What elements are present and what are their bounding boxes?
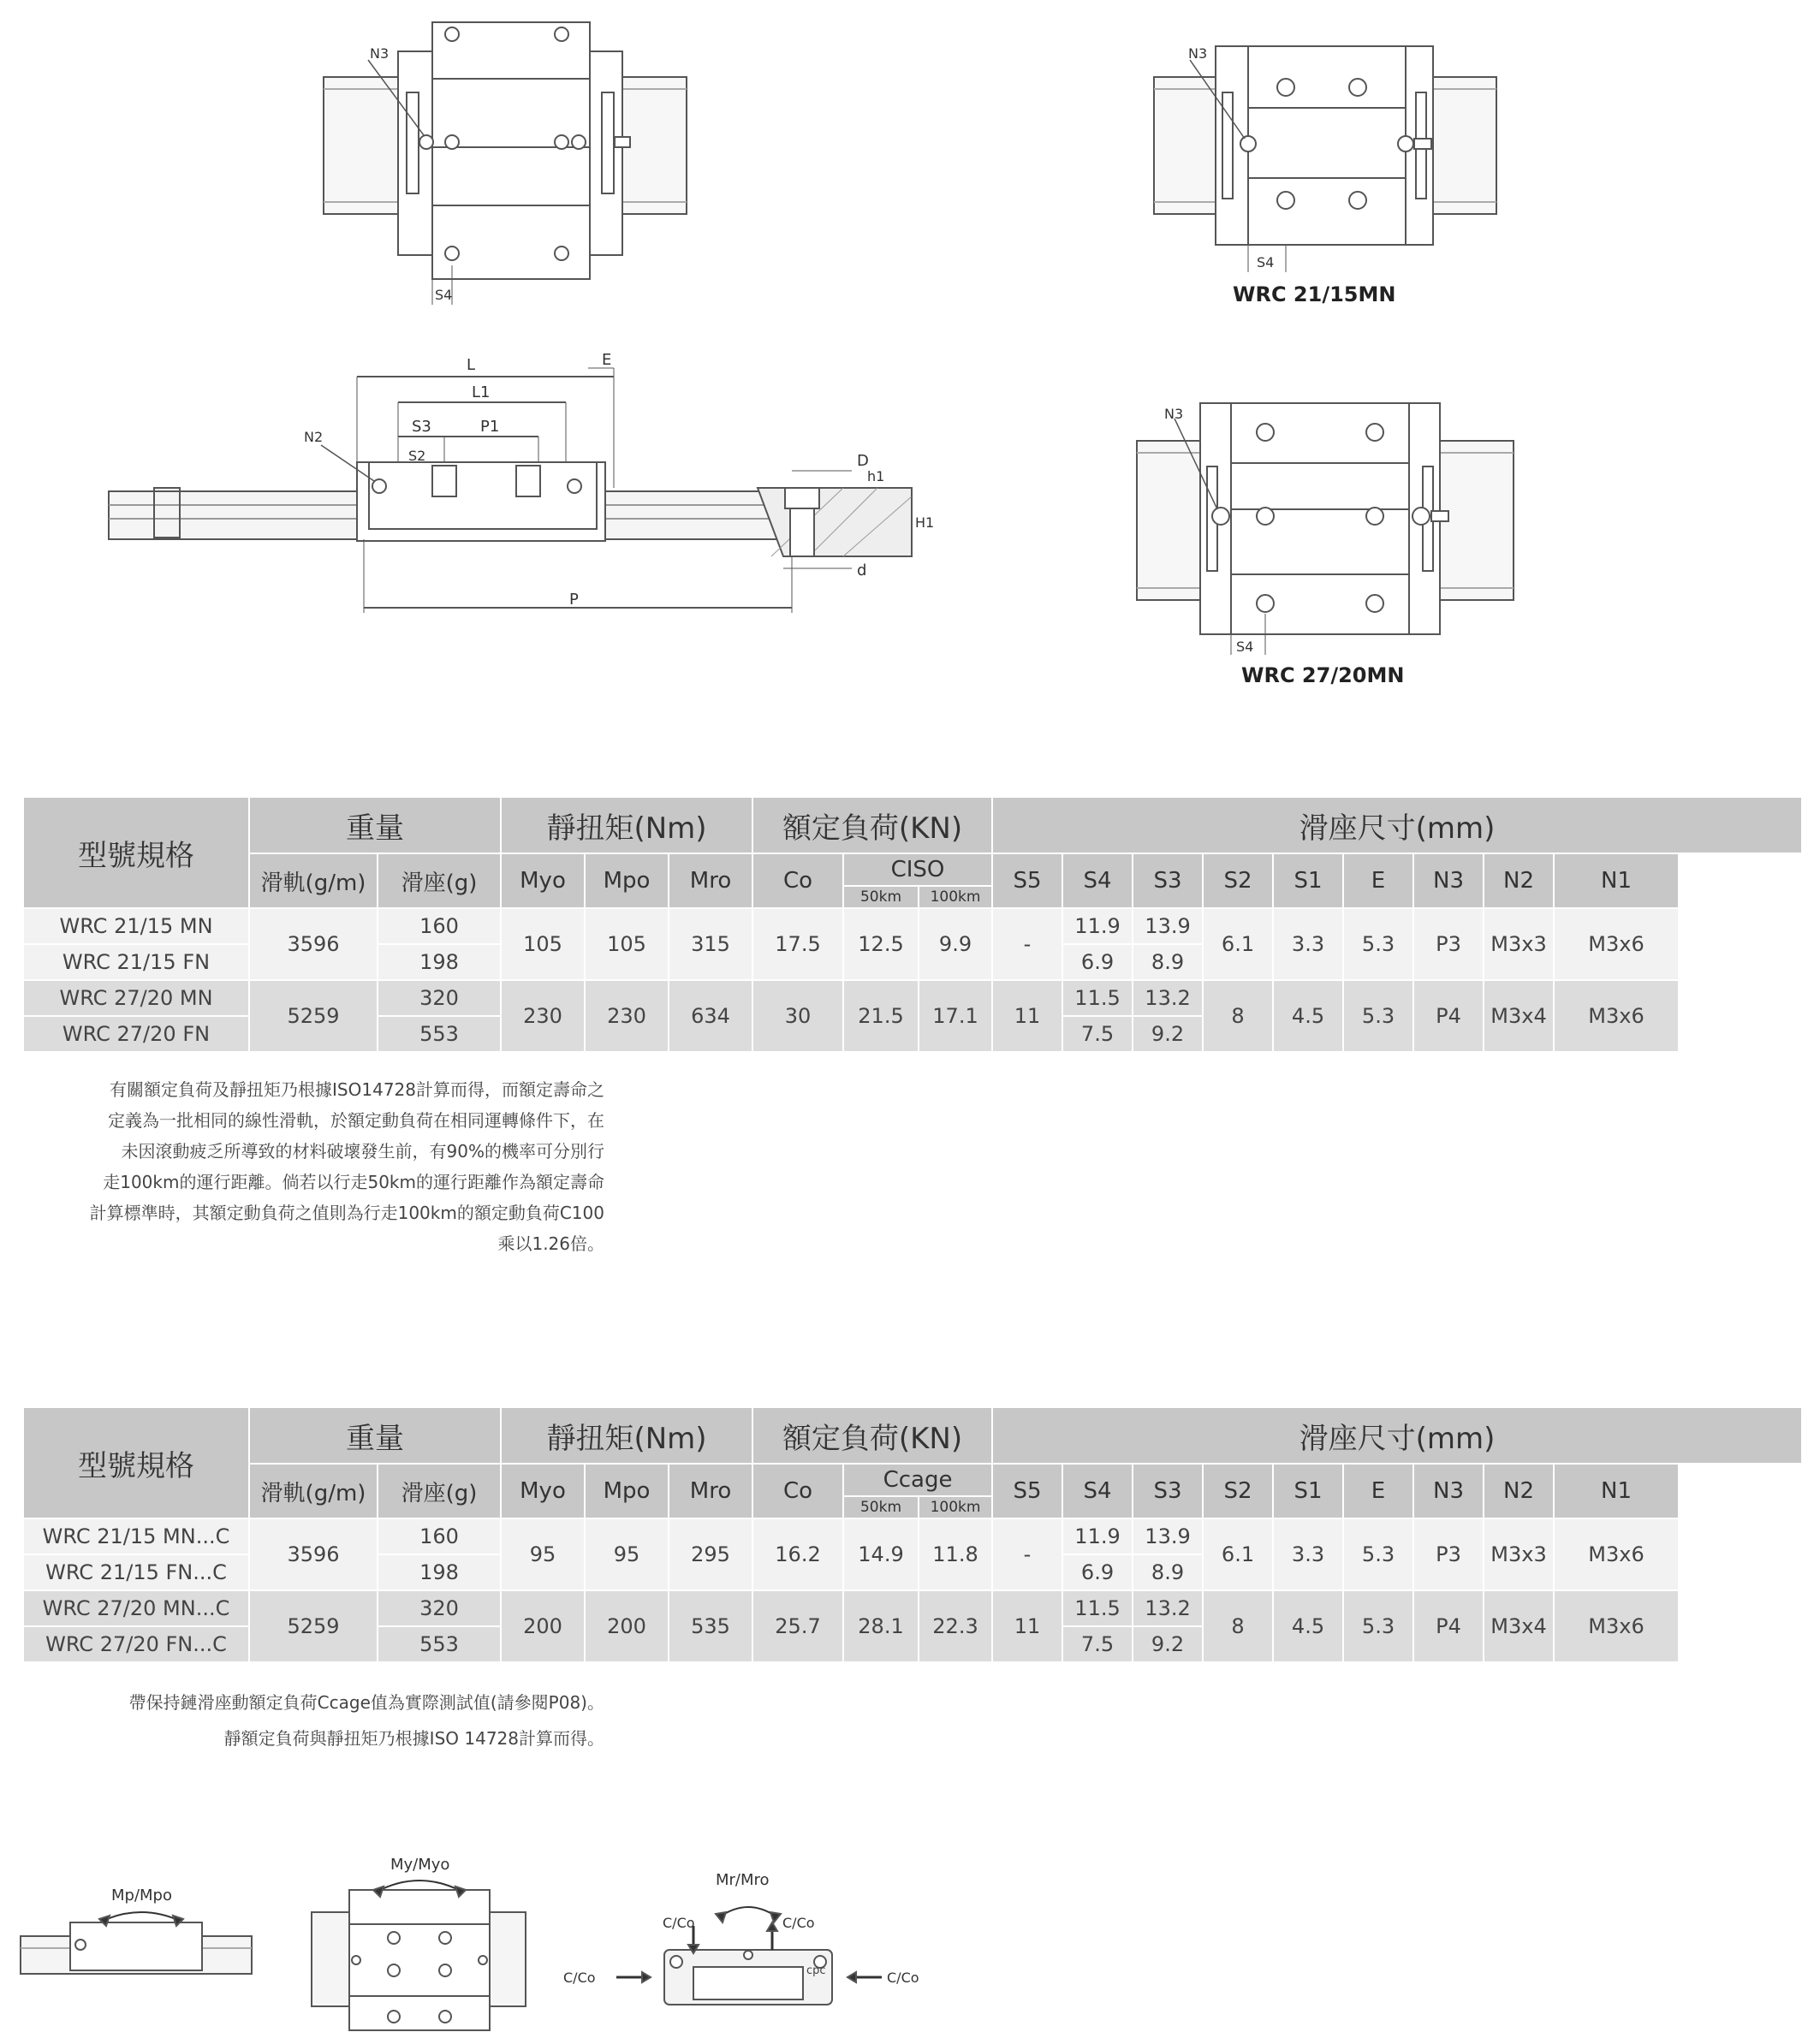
note-line: 帶保持鏈滑座動額定負荷Ccage值為實際測試值(請參閱P08)。	[128, 1692, 604, 1713]
th-s5: S5	[992, 1464, 1062, 1518]
th-s4: S4	[1062, 853, 1133, 908]
mro-cell: 634	[669, 980, 752, 1052]
table1-notes	[22, 1074, 604, 1259]
th-torque: 靜扭矩(Nm)	[501, 797, 752, 853]
s1-cell: 4.5	[1273, 980, 1343, 1052]
mp-label: Mp/Mpo	[111, 1887, 172, 1904]
table-row	[23, 1518, 1802, 1554]
mro-cell: 315	[669, 908, 752, 980]
s4-cell: 11.9	[1062, 908, 1133, 944]
s2-cell: 8	[1203, 980, 1273, 1052]
th-n3: N3	[1413, 853, 1484, 908]
s4-cell: 7.5	[1062, 1016, 1133, 1052]
th-load: 額定負荷(KN)	[752, 797, 992, 853]
dim-l1-label: L1	[472, 383, 491, 401]
th-c100: 100km	[919, 1496, 992, 1518]
note-line: 計算標準時，其額定動負荷之值則為行走100km的額定動負荷C100	[89, 1203, 604, 1223]
s3-cell: 8.9	[1133, 944, 1203, 980]
note-line: 靜額定負荷與靜扭矩乃根據ISO 14728計算而得。	[223, 1728, 604, 1749]
s5-cell: 11	[992, 1590, 1062, 1662]
th-torque: 靜扭矩(Nm)	[501, 1407, 752, 1464]
c100-cell: 11.8	[919, 1518, 992, 1590]
note-line: 定義為一批相同的線性滑軌，於額定動負荷在相同運轉條件下，在	[108, 1110, 604, 1131]
th-mro: Mro	[669, 853, 752, 908]
s5-cell: 11	[992, 980, 1062, 1052]
s3-cell: 9.2	[1133, 1626, 1203, 1662]
rail-weight-cell: 3596	[249, 1518, 378, 1590]
table2-notes	[22, 1685, 604, 1756]
th-myo: Myo	[501, 1464, 585, 1518]
th-weight: 重量	[249, 797, 501, 853]
s4-label-27-20: S4	[1236, 639, 1254, 655]
e-cell: 5.3	[1343, 1590, 1413, 1662]
c100-cell: 22.3	[919, 1590, 992, 1662]
drawing-title-21-15: WRC 21/15MN	[1233, 282, 1396, 306]
s3-cell: 13.2	[1133, 1590, 1203, 1626]
drawing-title-27-20: WRC 27/20MN	[1241, 663, 1405, 687]
mpo-cell: 105	[585, 908, 669, 980]
dim-bigd-label: D	[857, 452, 869, 470]
mro-cell: 535	[669, 1590, 752, 1662]
th-c100: 100km	[919, 886, 992, 908]
s2-cell: 6.1	[1203, 1518, 1273, 1590]
model-cell: WRC 27/20 MN	[23, 980, 249, 1016]
co-cell: 16.2	[752, 1518, 843, 1590]
th-model: 型號規格	[23, 1407, 249, 1518]
dim-s2-label: S2	[408, 448, 426, 464]
th-c50: 50km	[843, 1496, 919, 1518]
th-s5: S5	[992, 853, 1062, 908]
spec-table-cage	[22, 1406, 1803, 1663]
e-cell: 5.3	[1343, 908, 1413, 980]
th-s3: S3	[1133, 853, 1203, 908]
brand-logo: cpc	[806, 1964, 826, 1977]
dim-s3-label: S3	[412, 418, 431, 436]
n1-cell: M3x6	[1554, 980, 1679, 1052]
load-diagram-yaw	[308, 1849, 531, 2037]
model-cell: WRC 21/15 MN...C	[23, 1518, 249, 1554]
dim-p1-label: P1	[480, 418, 500, 436]
table-row	[23, 908, 1802, 944]
c-label-top-right: C/Co	[782, 1915, 815, 1931]
mr-label: Mr/Mro	[716, 1871, 770, 1889]
n3-cell: P4	[1413, 1590, 1484, 1662]
th-n2: N2	[1484, 853, 1554, 908]
e-cell: 5.3	[1343, 980, 1413, 1052]
th-s3: S3	[1133, 1464, 1203, 1518]
block-weight-cell: 160	[378, 1518, 501, 1554]
block-weight-cell: 198	[378, 1554, 501, 1590]
th-load: 額定負荷(KN)	[752, 1407, 992, 1464]
block-weight-cell: 320	[378, 1590, 501, 1626]
note-line: 乘以1.26倍。	[497, 1233, 604, 1254]
table-row	[23, 1590, 1802, 1626]
s4-cell: 6.9	[1062, 1554, 1133, 1590]
n2-label: N2	[304, 429, 324, 445]
dim-e-label: E	[602, 351, 612, 369]
c50-cell: 14.9	[843, 1518, 919, 1590]
th-e: E	[1343, 853, 1413, 908]
th-s1: S1	[1273, 853, 1343, 908]
s2-cell: 6.1	[1203, 908, 1273, 980]
n1-cell: M3x6	[1554, 1590, 1679, 1662]
top-view-drawing-left	[317, 17, 693, 308]
mro-cell: 295	[669, 1518, 752, 1590]
th-weight-block: 滑座(g)	[378, 853, 501, 908]
n2-cell: M3x4	[1484, 980, 1554, 1052]
th-dims: 滑座尺寸(mm)	[992, 797, 1802, 853]
load-diagram-pitch	[17, 1875, 257, 1994]
th-mro: Mro	[669, 1464, 752, 1518]
s1-cell: 3.3	[1273, 1518, 1343, 1590]
th-c50: 50km	[843, 886, 919, 908]
c-label-top-left: C/Co	[663, 1915, 695, 1931]
s4-cell: 7.5	[1062, 1626, 1133, 1662]
th-s2: S2	[1203, 1464, 1273, 1518]
top-view-drawing-27-20	[1130, 398, 1524, 689]
load-diagram-roll	[556, 1849, 933, 2020]
th-s1: S1	[1273, 1464, 1343, 1518]
n3-label-left: N3	[370, 45, 390, 62]
screw-icon	[75, 1940, 86, 1950]
th-n3: N3	[1413, 1464, 1484, 1518]
th-co: Co	[752, 1464, 843, 1518]
n1-cell: M3x6	[1554, 908, 1679, 980]
c-label-right: C/Co	[887, 1970, 919, 1986]
n2-cell: M3x3	[1484, 908, 1554, 980]
th-mpo: Mpo	[585, 853, 669, 908]
mpo-cell: 95	[585, 1518, 669, 1590]
dim-smalld-label: d	[857, 562, 867, 579]
th-mpo: Mpo	[585, 1464, 669, 1518]
th-weight-rail: 滑軌(g/m)	[249, 1464, 378, 1518]
block-weight-cell: 160	[378, 908, 501, 944]
th-co: Co	[752, 853, 843, 908]
block-weight-cell: 553	[378, 1626, 501, 1662]
s4-cell: 6.9	[1062, 944, 1133, 980]
mpo-cell: 230	[585, 980, 669, 1052]
n2-cell: M3x4	[1484, 1590, 1554, 1662]
block-weight-cell: 198	[378, 944, 501, 980]
note-line: 有關額定負荷及靜扭矩乃根據ISO14728計算而得，而額定壽命之	[110, 1079, 604, 1100]
co-cell: 17.5	[752, 908, 843, 980]
myo-cell: 230	[501, 980, 585, 1052]
s5-cell: -	[992, 908, 1062, 980]
th-ccage: Ccage	[843, 1464, 992, 1496]
myo-cell: 95	[501, 1518, 585, 1590]
s1-cell: 4.5	[1273, 1590, 1343, 1662]
th-weight: 重量	[249, 1407, 501, 1464]
co-cell: 25.7	[752, 1590, 843, 1662]
s4-label-left: S4	[435, 287, 453, 303]
th-e: E	[1343, 1464, 1413, 1518]
model-cell: WRC 27/20 MN...C	[23, 1590, 249, 1626]
dim-h-label: H1	[915, 514, 935, 531]
top-view-drawing-21-15	[1147, 34, 1515, 317]
c100-cell: 17.1	[919, 980, 992, 1052]
block-weight-cell: 553	[378, 1016, 501, 1052]
table-row	[23, 980, 1802, 1016]
my-label: My/Myo	[390, 1856, 450, 1874]
dim-l-label: L	[467, 356, 476, 374]
th-myo: Myo	[501, 853, 585, 908]
mpo-cell: 200	[585, 1590, 669, 1662]
n2-cell: M3x3	[1484, 1518, 1554, 1590]
spec-table-standard	[22, 796, 1803, 1053]
th-s2: S2	[1203, 853, 1273, 908]
th-dims: 滑座尺寸(mm)	[992, 1407, 1802, 1464]
co-cell: 30	[752, 980, 843, 1052]
th-weight-block: 滑座(g)	[378, 1464, 501, 1518]
myo-cell: 105	[501, 908, 585, 980]
th-weight-rail: 滑軌(g/m)	[249, 853, 378, 908]
th-n1: N1	[1554, 853, 1679, 908]
s3-cell: 13.2	[1133, 980, 1203, 1016]
model-cell: WRC 21/15 FN...C	[23, 1554, 249, 1590]
n3-cell: P3	[1413, 908, 1484, 980]
myo-cell: 200	[501, 1590, 585, 1662]
s2-cell: 8	[1203, 1590, 1273, 1662]
c50-cell: 12.5	[843, 908, 919, 980]
block-weight-cell: 320	[378, 980, 501, 1016]
rail-weight-cell: 5259	[249, 980, 378, 1052]
s3-cell: 13.9	[1133, 908, 1203, 944]
s5-cell: -	[992, 1518, 1062, 1590]
model-cell: WRC 27/20 FN...C	[23, 1626, 249, 1662]
n3-cell: P4	[1413, 980, 1484, 1052]
th-s4: S4	[1062, 1464, 1133, 1518]
c-label-left: C/Co	[563, 1970, 596, 1986]
th-n1: N1	[1554, 1464, 1679, 1518]
s4-cell: 11.9	[1062, 1518, 1133, 1554]
rail-weight-cell: 5259	[249, 1590, 378, 1662]
dim-h1-label: h1	[867, 468, 885, 484]
s4-cell: 11.5	[1062, 980, 1133, 1016]
n1-cell: M3x6	[1554, 1518, 1679, 1590]
n3-label-27-20: N3	[1164, 406, 1184, 422]
s3-cell: 8.9	[1133, 1554, 1203, 1590]
c50-cell: 21.5	[843, 980, 919, 1052]
th-ciso: CISO	[843, 853, 992, 886]
rail-weight-cell: 3596	[249, 908, 378, 980]
s4-label-21-15: S4	[1257, 254, 1275, 270]
s3-cell: 13.9	[1133, 1518, 1203, 1554]
model-cell: WRC 21/15 MN	[23, 908, 249, 944]
s4-cell: 11.5	[1062, 1590, 1133, 1626]
s1-cell: 3.3	[1273, 908, 1343, 980]
note-line: 走100km的運行距離。倘若以行走50km的運行距離作為額定壽命	[103, 1172, 604, 1192]
th-n2: N2	[1484, 1464, 1554, 1518]
c50-cell: 28.1	[843, 1590, 919, 1662]
n3-label-21-15: N3	[1188, 45, 1208, 62]
dim-p-label: P	[569, 591, 579, 609]
s3-cell: 9.2	[1133, 1016, 1203, 1052]
n3-cell: P3	[1413, 1518, 1484, 1590]
e-cell: 5.3	[1343, 1518, 1413, 1590]
th-model: 型號規格	[23, 797, 249, 908]
note-line: 未因滾動疲乏所導致的材料破壞發生前，有90%的機率可分別行	[121, 1141, 604, 1162]
model-cell: WRC 21/15 FN	[23, 944, 249, 980]
c100-cell: 9.9	[919, 908, 992, 980]
side-section-drawing	[107, 351, 935, 633]
model-cell: WRC 27/20 FN	[23, 1016, 249, 1052]
